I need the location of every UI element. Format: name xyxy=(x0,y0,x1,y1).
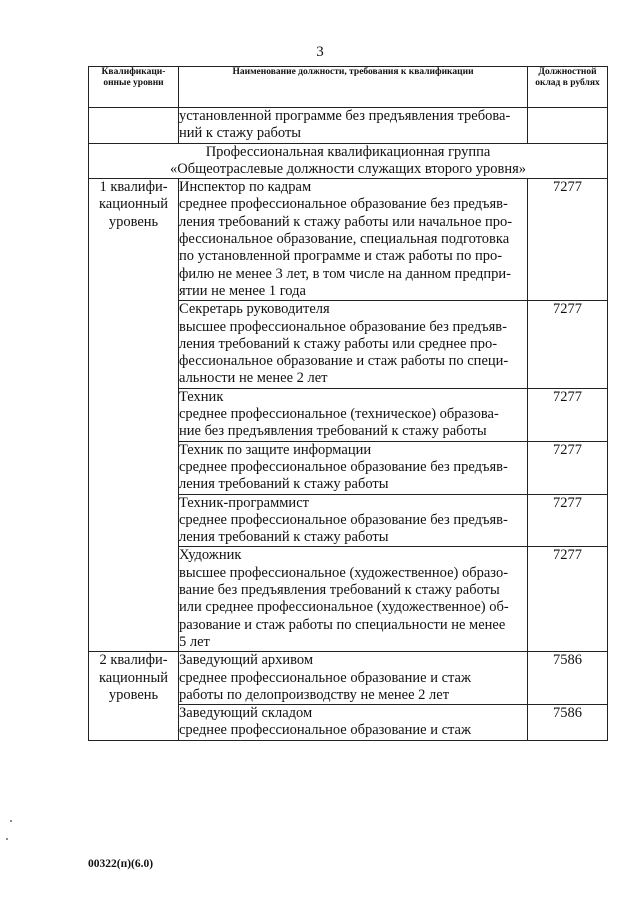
continuation-text xyxy=(179,108,528,144)
qualification-level-line: уровень xyxy=(108,213,159,230)
requirement-line: филю не менее 3 лет, в том числе на данном предпри- xyxy=(179,265,511,282)
group-title-line: «Общеотраслевые должности служащих второго уровня» xyxy=(169,160,527,177)
salary-value: 7586 xyxy=(528,652,608,705)
page-number: 3 xyxy=(316,44,324,60)
requirement-line: ятии не менее 1 года xyxy=(179,282,306,299)
continuation-level-cell xyxy=(89,108,179,144)
position-cell xyxy=(179,179,528,301)
requirement-line: по установленной программе и стаж работы по про- xyxy=(179,248,503,265)
salary-value: 7277 xyxy=(528,494,608,547)
requirement-line: ние без предъявления требований к стажу работы xyxy=(179,423,487,440)
position-cell xyxy=(179,441,528,494)
table-body xyxy=(89,108,608,741)
position-cell xyxy=(179,301,528,388)
requirement-line: ления требований к стажу работы xyxy=(179,476,389,493)
table-header xyxy=(89,67,608,108)
position-cell xyxy=(179,388,528,441)
position-title: Техник xyxy=(179,388,224,405)
scan-speck xyxy=(10,820,12,822)
requirement-line: среднее профессиональное образование без предъяв- xyxy=(179,511,508,528)
requirement-line: ления требований к стажу работы или среднее про- xyxy=(179,335,498,352)
requirement-line: среднее профессиональное образование и стаж xyxy=(179,722,471,739)
qualification-level-line: кационный xyxy=(98,196,169,213)
requirement-line: 5 лет xyxy=(179,633,210,650)
position-row xyxy=(89,179,608,301)
continuation-line: ний к стажу работы xyxy=(179,125,302,142)
group-title-line: Профессиональная квалификационная группа xyxy=(205,143,491,160)
position-title: Инспектор по кадрам xyxy=(179,179,312,196)
requirement-line: фессиональное образование, специальная подготовка xyxy=(179,231,510,248)
requirement-line: разование и стаж работы по специальности не менее xyxy=(179,616,506,633)
continuation-line: установленной программе без предъявления требова- xyxy=(179,108,511,124)
requirement-line: среднее профессиональное (техническое) образова- xyxy=(179,406,499,423)
requirement-line: или среднее профессиональное (художественное) об- xyxy=(179,599,509,616)
requirement-line: среднее профессиональное образование без предъяв- xyxy=(179,196,508,213)
qualification-level-line: уровень xyxy=(108,686,159,703)
header-salary: Должностной оклад в рублях xyxy=(528,67,608,108)
salary-value: 7277 xyxy=(528,441,608,494)
position-title: Художник xyxy=(179,547,242,564)
group-row xyxy=(89,143,608,179)
requirement-line: среднее профессиональное образование и стаж xyxy=(179,669,471,686)
requirement-line: высшее профессиональное образование без предъяв- xyxy=(179,318,507,335)
position-title: Техник-программист xyxy=(179,494,309,511)
position-title: Секретарь руководителя xyxy=(179,301,330,318)
requirement-line: работы по делопроизводству не менее 2 лет xyxy=(179,686,450,703)
qualification-level-cell xyxy=(89,652,179,740)
document-code: 00322(п)(6.0) xyxy=(88,858,154,870)
qualification-level-line: 1 квалифи- xyxy=(99,179,168,196)
continuation-row xyxy=(89,108,608,144)
qualification-level-line: кационный xyxy=(98,669,169,686)
header-qualification-levels: Квалификаци-онные уровни xyxy=(89,67,179,108)
header-position-requirements: Наименование должности, требования к квалификации xyxy=(179,67,528,108)
salary-value: 7277 xyxy=(528,301,608,388)
requirement-line: среднее профессиональное образование без предъяв- xyxy=(179,458,508,475)
salary-value: 7277 xyxy=(528,547,608,652)
requirement-line: высшее профессиональное (художественное) образо- xyxy=(179,564,509,581)
group-title xyxy=(89,143,608,179)
salary-value: 7277 xyxy=(528,388,608,441)
position-cell xyxy=(179,705,528,741)
salary-value: 7277 xyxy=(528,179,608,301)
continuation-salary-cell xyxy=(528,108,608,144)
requirement-line: вание без предъявления требований к стажу работы xyxy=(179,582,500,599)
position-title: Техник по защите информации xyxy=(179,441,372,458)
requirement-line: альности не менее 2 лет xyxy=(179,370,328,387)
position-cell xyxy=(179,547,528,652)
position-cell xyxy=(179,652,528,705)
requirement-line: ления требований к стажу работы xyxy=(179,529,389,546)
scan-speck xyxy=(6,838,8,840)
requirement-line: ления требований к стажу работы или начальное про- xyxy=(179,213,513,230)
salary-table xyxy=(88,66,608,741)
qualification-level-line: 2 квалифи- xyxy=(99,652,168,669)
qualification-level-cell xyxy=(89,179,179,652)
position-title: Заведующий складом xyxy=(179,705,313,722)
position-row xyxy=(89,652,608,705)
salary-value: 7586 xyxy=(528,705,608,741)
requirement-line: фессиональное образование и стаж работы по специ- xyxy=(179,353,509,370)
position-cell xyxy=(179,494,528,547)
position-title: Заведующий архивом xyxy=(179,652,314,669)
